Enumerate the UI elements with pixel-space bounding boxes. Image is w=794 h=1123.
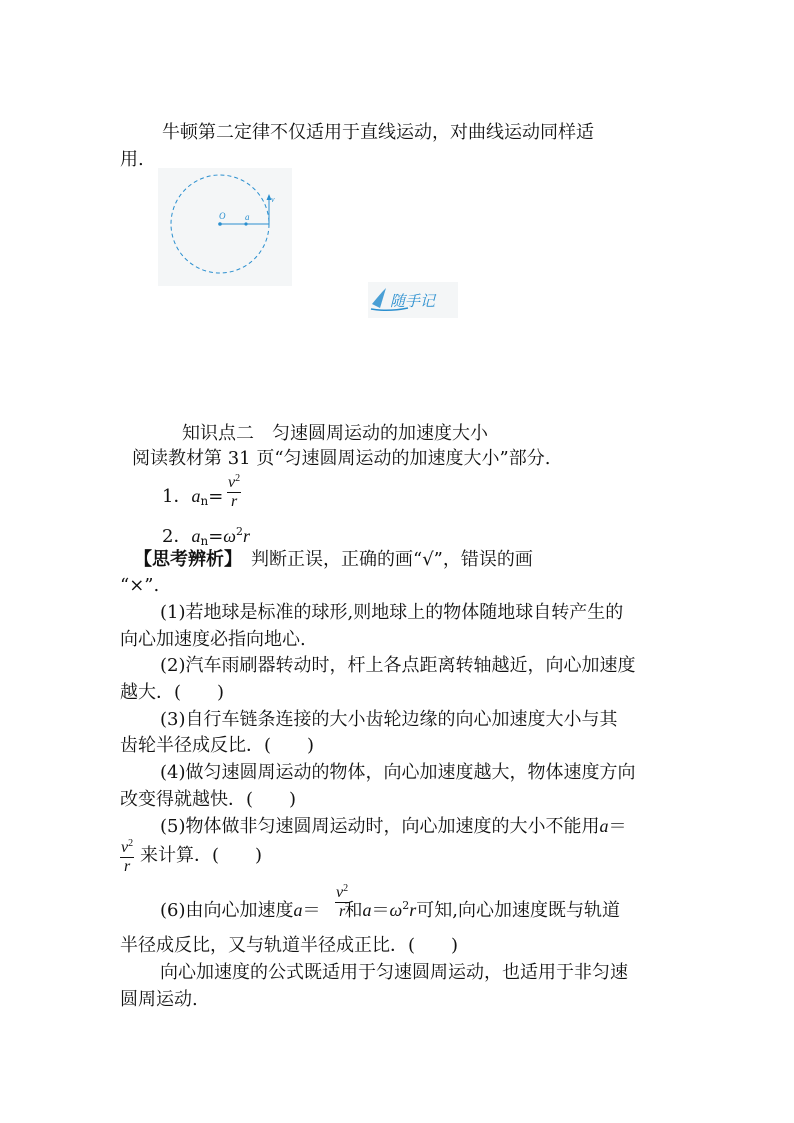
item-6-exp: 2 [402,899,410,912]
diagram-background [158,168,292,286]
item-5-line-1 [160,813,627,840]
item-5-den: r [123,858,131,875]
circular-motion-diagram [158,168,292,286]
think-tag: 【思考辨析】 [134,549,233,570]
item-6-eq-1: ＝ [302,900,321,921]
intro-line-2: 用. [120,149,144,170]
item-5-num: v [121,839,129,856]
closing-line-2: 圆周运动. [120,989,198,1010]
formula-2-sub: n [200,534,209,548]
item-3-line-1: (3)自行车链条连接的大小齿轮边缘的向心加速度大小与其 [160,709,618,730]
think-prompt: 判断正误，正确的画“√”，错误的画 [233,549,533,570]
formula-1 [162,483,223,514]
item-6-eq-2: ＝ [371,900,390,921]
section-instruction: 阅读教材第 31 页“匀速圆周运动的加速度大小”部分. [132,448,551,469]
item-5-line-2: 来计算．( ) [140,845,263,866]
item-4-line-2: 改变得就越快．( ) [120,789,297,810]
item-6-var-2: a [362,900,372,920]
item-6-mid: 和 [344,900,363,921]
item-5-var: a [599,816,609,836]
section-title: 知识点二 匀速圆周运动的加速度大小 [182,423,488,444]
item-2-line-1: (2)汽车雨刷器转动时，杆上各点距离转轴越近，向心加速度 [160,655,636,676]
formula-1-eq: = [208,486,224,507]
formula-2-r: r [243,526,251,546]
formula-1-num-exp: 2 [235,473,241,484]
formula-1-fraction [227,470,241,511]
item-5-fraction [120,835,134,876]
label-center: O [219,211,226,221]
item-1-line-2: 向心加速度必指向地心. [120,629,306,650]
item-5-text: (5)物体做非匀速圆周运动时，向心加速度的大小不能用 [160,816,600,837]
item-3-line-2: 齿轮半径成反比．( ) [120,735,315,756]
formula-2-exp: 2 [236,525,243,538]
intro-line-1: 牛顿第二定律不仅适用于直线运动，对曲线运动同样适 [162,122,594,143]
think-heading [134,547,533,573]
item-6-var-1: a [293,900,303,920]
item-6-line-2: 半径成反比，又与轨道半径成正比．( ) [120,935,459,956]
item-2-line-2: 越大．( ) [120,682,225,703]
item-6-fraction [335,880,349,921]
label-accel: a [245,212,250,222]
think-prompt-cont: “×”. [120,575,160,596]
formula-1-num: v [228,474,236,491]
formula-1-den: r [230,493,238,510]
formula-1-sub: n [200,494,209,508]
item-6-den: r [338,903,346,920]
logo-text: 随手记 [390,292,436,310]
formula-1-index: 1． [162,486,192,507]
formula-2-omega: ω [223,526,236,546]
item-4-line-1: (4)做匀速圆周运动的物体，向心加速度越大，物体速度方向 [160,762,636,783]
item-5-eq: ＝ [608,816,627,837]
formula-1-lhs: a [191,486,201,506]
item-5-num-exp: 2 [128,838,134,849]
formula-2-eq: = [208,526,224,547]
item-6-num-exp: 2 [343,883,349,894]
item-6-line-1 [160,893,620,924]
item-6-pre: (6)由向心加速度 [160,900,294,921]
label-velocity: v [271,195,275,204]
closing-line-1: 向心加速度的公式既适用于匀速圆周运动，也适用于非匀速 [160,962,628,983]
item-6-omega: ω [389,900,403,920]
item-6-r: r [409,900,417,920]
suishouji-logo [368,282,458,318]
formula-2-lhs: a [191,526,201,546]
item-1-line-1: (1)若地球是标准的球形,则地球上的物体随地球自转产生的 [160,602,624,623]
accel-point [244,222,247,225]
item-6-post: 可知,向心加速度既与轨道 [416,900,620,921]
formula-2-index: 2． [162,526,192,547]
item-6-num: v [336,884,344,901]
